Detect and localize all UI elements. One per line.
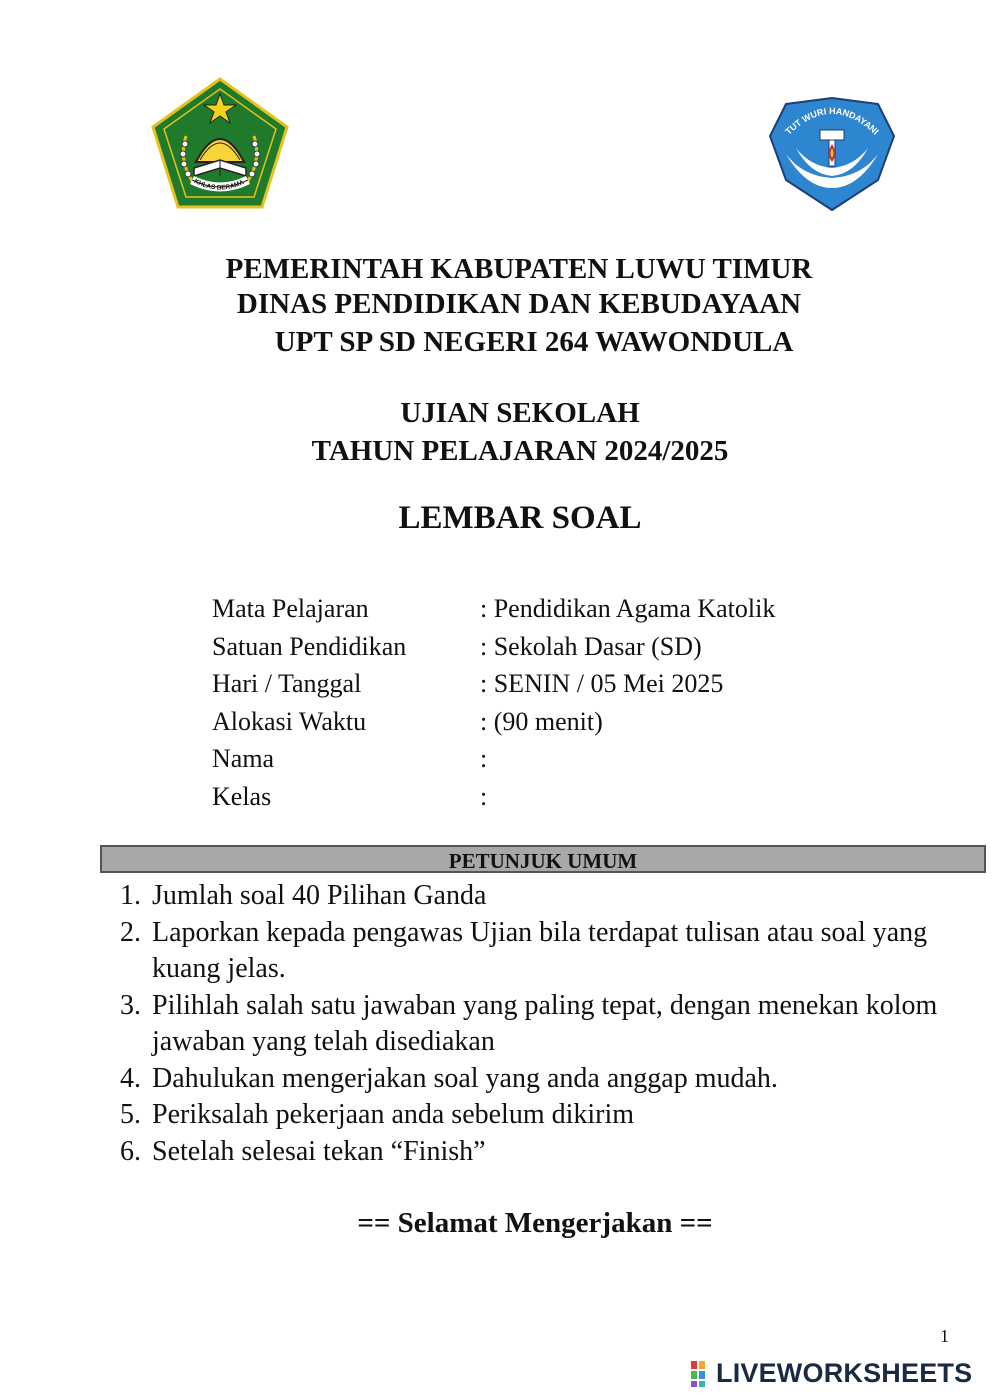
info-row-name [212,740,775,778]
list-item: 4. Dahulukan mengerjakan soal yang anda anggap mudah. [120,1062,778,1094]
list-item: 2. Laporkan kepada pengawas Ujian bila terdapat tulisan atau soal yang kuang jelas. [120,916,928,984]
list-item: 5. Periksalah pekerjaan anda sebelum dikirim [120,1099,635,1130]
info-label: Mata Pelajaran [212,594,369,623]
list-item: 1. Jumlah soal 40 Pilihan Ganda [120,880,487,911]
info-label: Nama [212,744,275,773]
tut-wuri-handayani-logo [766,96,898,212]
liveworksheets-brand[interactable] [690,1358,972,1389]
info-label: Kelas [212,781,272,811]
kemenag-motto: KHLAS BERAMA [192,177,246,192]
tut-wuri-motto: TUT WURI HANDAYANI [783,105,881,137]
closing-message: == Selamat Mengerjakan == [357,1207,713,1239]
school-name: UPT SP SD NEGERI 264 WAWONDULA [274,326,794,358]
sheet-title: LEMBAR SOAL [398,500,642,536]
department-name: DINAS PENDIDIKAN DAN KEBUDAYAAN [236,288,802,320]
government-name: PEMERINTAH KABUPATEN LUWU TIMUR [225,253,813,285]
liveworksheets-wordmark: LIVEWORKSHEETS [716,1358,973,1388]
liveworksheets-icon [690,1360,714,1388]
info-label: Hari / Tanggal [212,669,362,698]
instructions-list [120,878,940,1170]
info-row-education-unit [212,628,775,666]
info-value: : SENIN / 05 Mei 2025 [480,669,724,698]
instructions-heading: PETUNJUK UMUM [100,845,986,873]
kemenag-logo [150,76,290,210]
list-item: 3. Pilihlah salah satu jawaban yang paling tepat, dengan menekan kolom jawaban yang telah disediakan [120,989,938,1057]
list-item: 6. Setelah selesai tekan “Finish” [120,1135,486,1167]
info-value: : [480,744,488,773]
info-value: : (90 menit) [480,706,603,736]
info-value: : Pendidikan Agama Katolik [480,594,776,623]
info-row-duration [212,703,775,741]
info-row-subject [212,590,775,628]
info-value: : Sekolah Dasar (SD) [480,631,702,661]
exam-title: UJIAN SEKOLAH [400,397,640,429]
info-row-class [212,778,775,816]
info-value: : [480,781,488,811]
exam-info-table [212,590,775,815]
academic-year: TAHUN PELAJARAN 2024/2025 [311,435,729,467]
info-label: Alokasi Waktu [212,706,367,736]
info-row-date [212,665,775,703]
info-label: Satuan Pendidikan [212,631,407,661]
page-number: 1 [940,1326,949,1346]
